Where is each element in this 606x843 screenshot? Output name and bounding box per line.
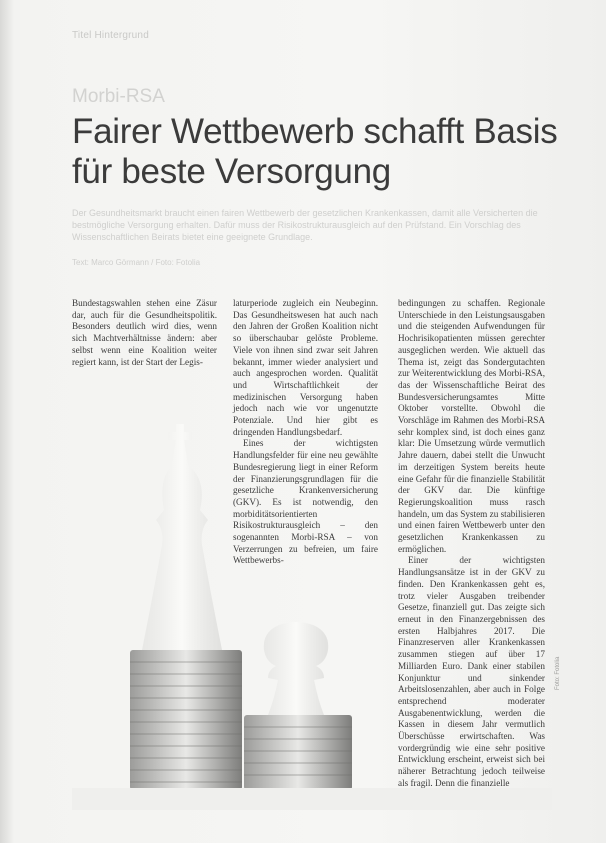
text-column-2 bbox=[233, 298, 378, 567]
text-column-3 bbox=[398, 298, 545, 790]
kicker: Morbi-RSA bbox=[72, 86, 165, 107]
byline: Text: Marco Görmann / Foto: Fotolia bbox=[72, 258, 201, 267]
section-label: Titel Hintergrund bbox=[72, 30, 149, 41]
coin-stack-left bbox=[130, 650, 242, 790]
paragraph: Einer der wichtigsten Handlungsansätze ist in der GKV zu finden. Den Krankenkassen geht es, trotz vieler Ausgaben treibender Gesetze, finanziell gut. Das zeigte sich erneut in den Finanzergebnissen des ersten Halbjahres 2017. Die Finanzreserven aller Krankenkassen zusammen stiegen auf über 17 Milliarden Euro. Dank einer stabilen Konjunktur und sinkender Arbeitslosenzahlen, aber auch in Folge entsprechend moderater Ausgabenentwicklung, werden die Kassen in diesem Jahr vermutlich Überschüsse erwirtschaften. Was vordergründig wie eine sehr positive Entwicklung erscheint, erweist sich bei näherer Betrachtung jedoch teilweise als fragil. Denn die finanzielle bbox=[398, 555, 545, 788]
text-column-1 bbox=[72, 298, 217, 368]
paragraph: bedingungen zu schaffen. Regionale Unterschiede in den Leistungsausgaben und die steigenden Aufwendungen für Hochrisikopatienten müssen gerechter ausgeglichen werden. Wie aktuell das Thema ist, zeigt das Sondergutachten zur Weiterentwicklung des Morbi-RSA, das der Wissenschaftliche Beirat des Bundesversicherungsamtes Mitte Oktober vorstellte. Obwohl die Vorschläge im Rahmen des Morbi-RSA sehr komplex sind, ist doch eines ganz klar: Die Umsetzung würde vermutlich Jahre dauern, dabei stellt die Unwucht im derzeitigen System bereits heute eine Gefahr für die finanzielle Stabilität der GKV dar. Die künftige Regierungskoalition muss rasch handeln, um das System zu stabilisieren und einen fairen Wettbewerb unter den gesetzlichen Krankenkassen zu ermöglichen. bbox=[398, 298, 545, 554]
paragraph: laturperiode zugleich ein Neubeginn. Das Gesundheitswesen hat auch nach den Jahren der Großen Koalition nicht so überschaubar gelöste Probleme. Viele von ihnen sind zwar seit Jahren bekannt, immer wieder analysiert und auch angesprochen worden. Qualität und Wirtschaftlichkeit der medizinischen Versorgung haben jedoch nach wie vor ungenutzte Potenziale. Und hier gibt es dringenden Handlungsbedarf. bbox=[233, 298, 378, 437]
photo-credit: Foto: Fotolia bbox=[555, 656, 561, 690]
paragraph: Eines der wichtigsten Handlungsfelder für eine neu gewählte Bundesregierung liegt in einer Reform der Finanzierungsgrundlagen für die gesetzliche Krankenversicherung (GKV). Es ist notwendig, den morbiditätsorientierten Risikostrukturausgleich – den sogenannten Morbi-RSA – von Verzerrungen zu befreien, um faire Wettbewerbs- bbox=[233, 438, 378, 566]
coin-stack-right bbox=[244, 715, 352, 790]
headline: Fairer Wettbewerb schafft Basis für beste Versorgung bbox=[72, 112, 558, 191]
lead-paragraph: Der Gesundheitsmarkt braucht einen fairen Wettbewerb der gesetzlichen Krankenkassen, damit alle Versicherten die bestmögliche Versorgung erhalten. Dafür muss der Risikostrukturausgleich auf den Prüfstand. Ein Vorschlag des Wissenschaftlichen Beirats bietet eine geeignete Grundlage. bbox=[72, 208, 538, 242]
paragraph: Bundestagswahlen stehen eine Zäsur dar, auch für die Gesundheitspolitik. Besonders deutlich wird dies, wenn sich Machtverhältnisse ändern: aber selbst wenn eine Koalition weiter regiert kann, ist der Start der Legis- bbox=[72, 298, 217, 367]
